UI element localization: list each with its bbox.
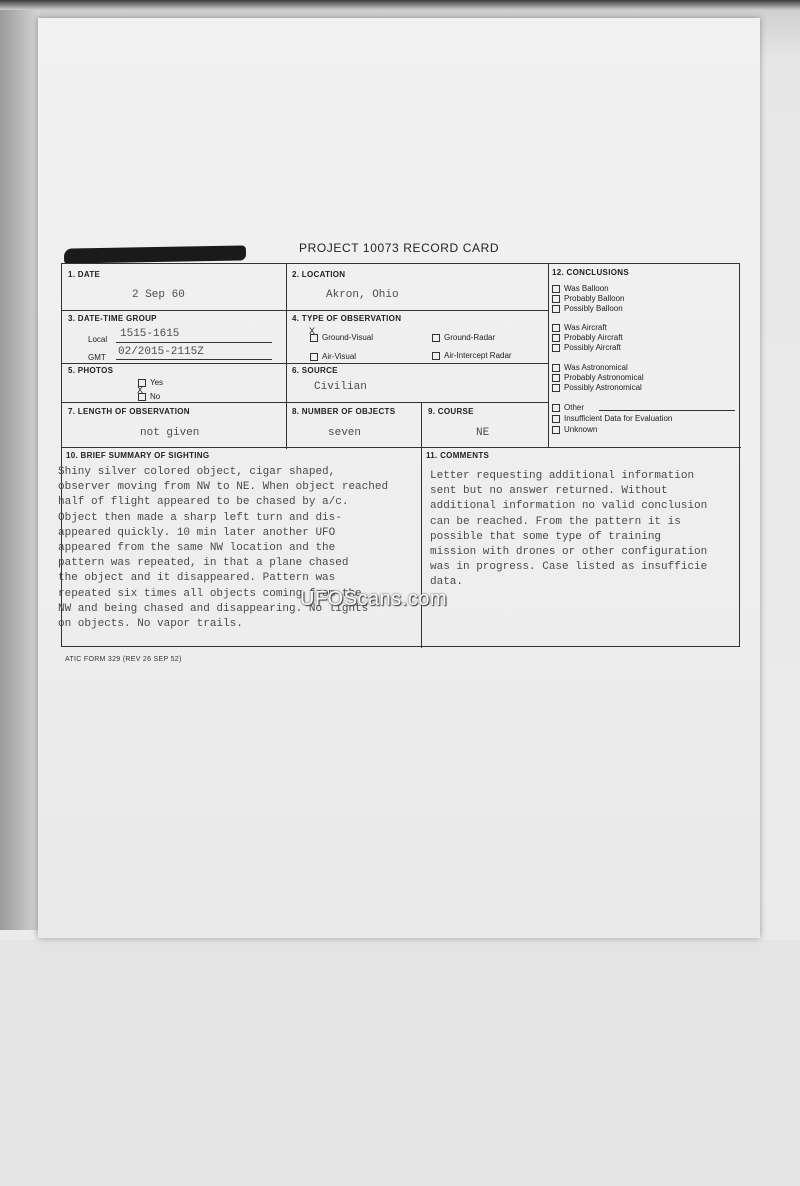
summary-line: on objects. No vapor trails. [58,618,243,631]
comments-line: was in progress. Case listed as insufficie [430,561,708,574]
photos-label: 5. PHOTOS [68,366,114,375]
option-photos-yes: Yes [138,378,163,387]
checkbox-air-intercept-radar [432,352,440,360]
gmt-time-value: 02/2015-2115Z [118,346,204,358]
summary-line: Object then made a sharp left turn and dis- [58,511,342,524]
source-label: 6. SOURCE [292,366,338,375]
checkbox [552,305,560,313]
comments-line: sent but no answer returned. Without [430,485,668,498]
option-ground-radar: Ground-Radar [432,333,495,342]
checkbox [552,285,560,293]
number-of-objects-value: seven [328,427,362,439]
summary-line: repeated six times all objects coming from the [58,587,362,600]
card-title: PROJECT 10073 RECORD CARD [299,241,500,255]
option-photos-no: No [138,392,160,401]
other-underline [599,410,735,411]
comments-text [430,469,707,591]
option-air-intercept-radar: Air-Intercept Radar [432,351,512,360]
course-value: NE [476,427,490,439]
checkbox [552,415,560,423]
conclusion-possibly-astronomical: Possibly Astronomical [552,383,642,392]
option-ground-visual: Ground-Visual [310,333,373,342]
conclusion-unknown: Unknown [552,425,597,434]
conclusion-possibly-aircraft: Possibly Aircraft [552,343,621,352]
conclusion-possibly-balloon: Possibly Balloon [552,304,623,313]
summary-line: observer moving from NW to NE. When object reached [58,481,389,494]
photos-no-mark: X [137,386,144,397]
checkbox-air-visual [310,353,318,361]
ground-visual-mark: X [309,327,316,338]
checkbox [552,324,560,332]
gmt-time-underline [116,359,272,360]
datetime-group-label: 3. DATE-TIME GROUP [68,314,157,323]
comments-line: Letter requesting additional information [430,470,695,482]
checkbox [552,364,560,372]
date-label: 1. DATE [68,270,101,279]
summary-line: NW and being chased and disappearing. No lights [58,602,369,615]
grid-line [62,402,548,403]
checkbox [552,374,560,382]
checkbox [552,384,560,392]
grid-line [62,447,741,448]
watermark: UFOScans.com [300,588,448,610]
source-value: Civilian [314,381,367,393]
conclusion-probably-balloon: Probably Balloon [552,294,624,303]
course-label: 9. COURSE [428,407,474,416]
checkbox [552,295,560,303]
comments-line: additional information no valid conclusion [430,500,708,513]
comments-label: 11. COMMENTS [426,451,490,460]
conclusion-other: Other [552,403,584,412]
date-value: 2 Sep 60 [132,289,185,301]
observation-type-label: 4. TYPE OF OBSERVATION [292,314,402,323]
local-time-value: 1515-1615 [120,328,180,340]
grid-line [286,264,287,449]
conclusion-was-aircraft: Was Aircraft [552,323,607,332]
comments-line: data. [430,576,464,589]
length-of-observation-value: not given [140,427,200,439]
local-time-underline [116,342,272,343]
checkbox [552,334,560,342]
grid-line [62,310,548,311]
grid-line [421,402,422,648]
conclusion-insufficient-data: Insufficient Data for Evaluation [552,414,672,423]
checkbox-ground-radar [432,334,440,342]
summary-line: appeared from the same NW location and the [58,542,336,555]
conclusion-probably-astronomical: Probably Astronomical [552,373,644,382]
option-air-visual: Air-Visual [310,352,356,361]
comments-line: can be reached. From the pattern it is [430,515,681,528]
length-of-observation-label: 7. LENGTH OF OBSERVATION [68,407,190,416]
summary-line: appeared quickly. 10 min later another UFO [58,526,336,539]
checkbox [552,404,560,412]
grid-line [62,363,548,364]
conclusion-was-balloon: Was Balloon [552,284,609,293]
form-number: ATIC FORM 329 (REV 26 SEP 52) [65,656,182,663]
comments-line: mission with drones or other configuration [430,546,708,559]
summary-line: Shiny silver colored object, cigar shaped, [58,466,336,478]
location-value: Akron, Ohio [326,289,399,301]
checkbox [552,426,560,434]
location-label: 2. LOCATION [292,270,346,279]
summary-line: the object and it disappeared. Pattern was [58,572,336,585]
comments-line: possible that some type of training [430,530,662,543]
conclusions-label: 12. CONCLUSIONS [552,268,629,277]
grid-line [548,264,549,447]
redaction-mark [64,245,246,263]
conclusion-was-astronomical: Was Astronomical [552,363,628,372]
gmt-time-label: GMT [88,353,106,362]
number-of-objects-label: 8. NUMBER OF OBJECTS [292,407,396,416]
scan-left-shadow [0,10,40,930]
checkbox [552,344,560,352]
summary-line: pattern was repeated, in that a plane chased [58,557,349,570]
scanner-bed [0,940,800,1186]
conclusion-probably-aircraft: Probably Aircraft [552,333,623,342]
summary-line: half of flight appeared to be chased by a/c. [58,496,349,509]
local-time-label: Local [88,335,108,344]
summary-label: 10. BRIEF SUMMARY OF SIGHTING [66,451,210,460]
